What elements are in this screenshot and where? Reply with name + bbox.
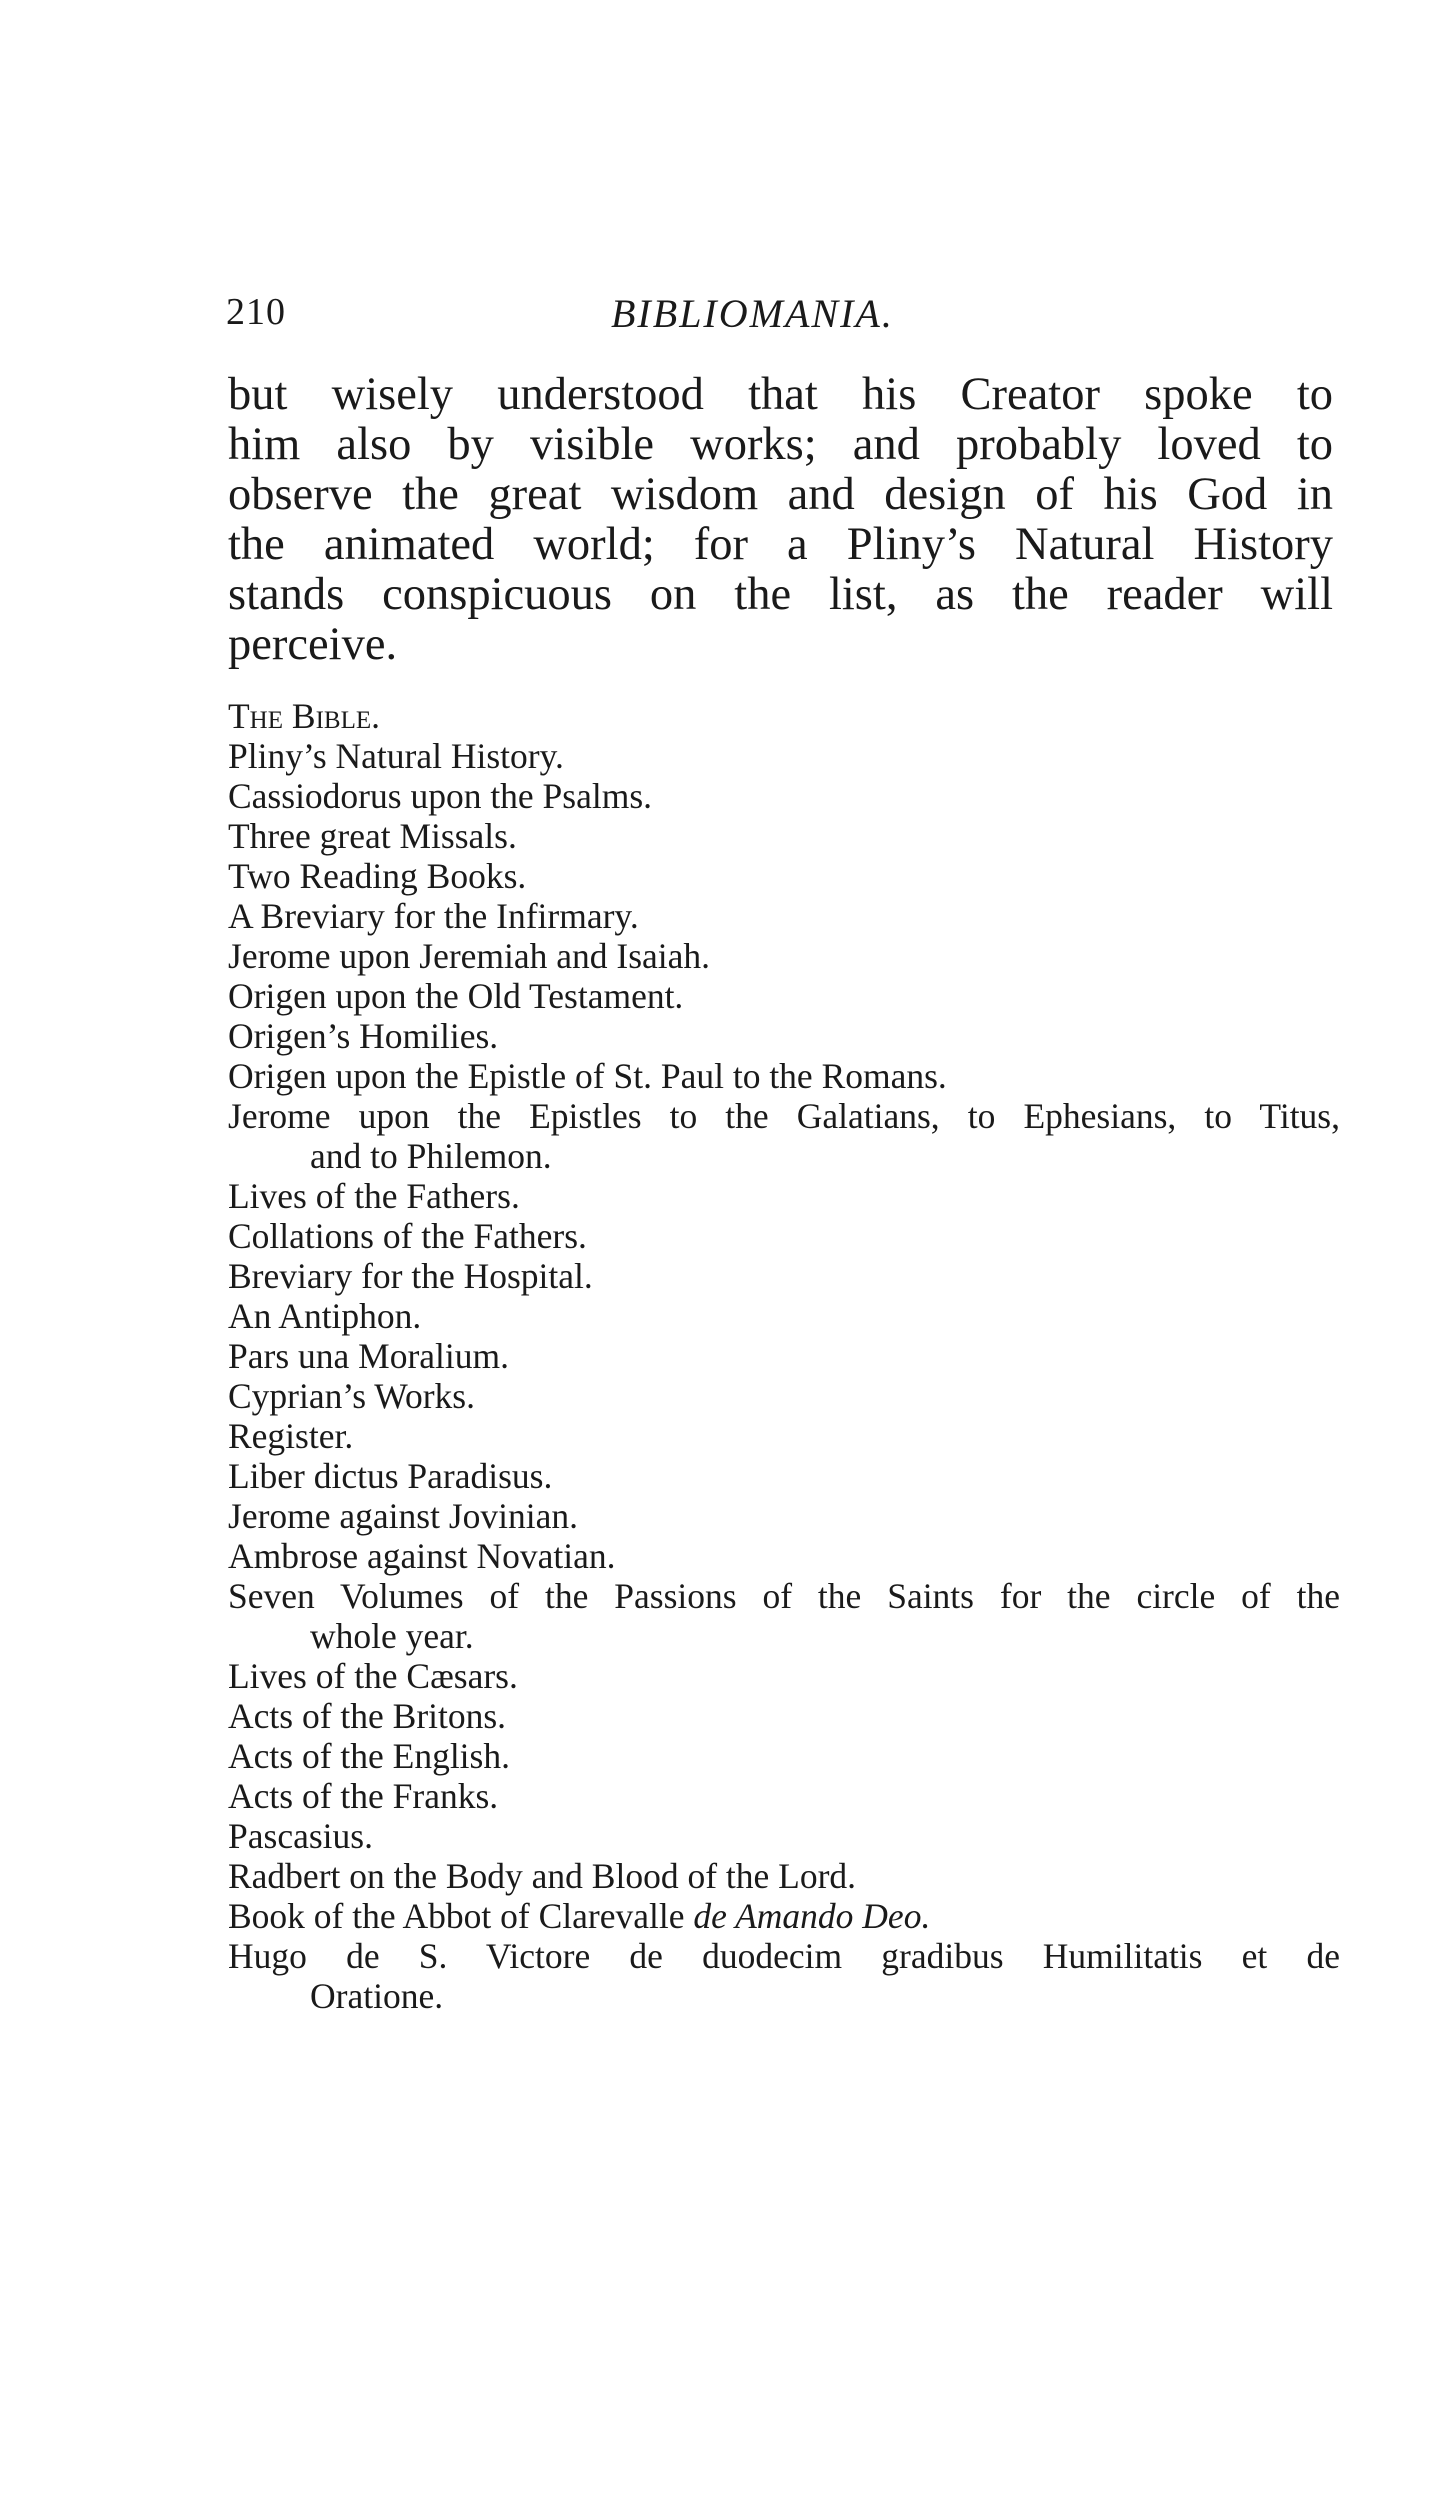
book-entry: Cyprian’s Works. xyxy=(228,1376,475,1416)
paragraph-line: stands conspicuous on the list, as the reader will xyxy=(228,569,1333,620)
running-title: BIBLIOMANIA. xyxy=(611,291,894,336)
book-entry: Liber dictus Paradisus. xyxy=(228,1456,553,1496)
book-entry: Origen upon the Epistle of St. Paul to the Romans. xyxy=(228,1056,947,1096)
book-entry: An Antiphon. xyxy=(228,1296,422,1336)
body-paragraph xyxy=(228,370,1333,670)
paragraph-line: the animated world; for a Pliny’s Natural History xyxy=(228,519,1333,570)
book-entry: Jerome upon Jeremiah and Isaiah. xyxy=(228,936,711,976)
paragraph-line: perceive. xyxy=(228,619,398,670)
book-entry: Register. xyxy=(228,1416,354,1456)
book-entry: Collations of the Fathers. xyxy=(228,1216,587,1256)
book-entry: Origen’s Homilies. xyxy=(228,1016,499,1056)
book-entry: Two Reading Books. xyxy=(228,856,527,896)
running-head xyxy=(226,290,1336,340)
book-entry: Three great Missals. xyxy=(228,816,517,856)
book-entry: Acts of the English. xyxy=(228,1736,510,1776)
book-entry: Breviary for the Hospital. xyxy=(228,1256,593,1296)
book-entry-italic-title: de Amando Deo. xyxy=(693,1896,931,1936)
paragraph-line: him also by visible works; and probably loved to xyxy=(228,419,1333,470)
book-entry: Pascasius. xyxy=(228,1816,373,1856)
book-entry: Origen upon the Old Testament. xyxy=(228,976,684,1016)
book-entry: Jerome against Jovinian. xyxy=(228,1496,578,1536)
book-entry-hugo: Hugo de S. Victore de duodecim gradibus Humilitatis et de xyxy=(228,1936,1340,1976)
book-entry-text: Book of the Abbot of Clarevalle xyxy=(228,1896,694,1936)
book-list xyxy=(228,696,1340,2016)
book-entry: Cassiodorus upon the Psalms. xyxy=(228,776,653,816)
paragraph-line: but wisely understood that his Creator spoke to xyxy=(228,369,1333,420)
book-entry: Lives of the Cæsars. xyxy=(228,1656,518,1696)
book-entry: Radbert on the Body and Blood of the Lord. xyxy=(228,1856,857,1896)
book-entry: Lives of the Fathers. xyxy=(228,1176,520,1216)
paragraph-line: observe the great wisdom and design of his God in xyxy=(228,469,1333,520)
page-number: 210 xyxy=(226,291,286,333)
book-entry: Acts of the Britons. xyxy=(228,1696,507,1736)
book-entry: Ambrose against Novatian. xyxy=(228,1536,616,1576)
book-entry: A Breviary for the Infirmary. xyxy=(228,896,639,936)
book-entry: Pars una Moralium. xyxy=(228,1336,510,1376)
book-entry-clarevalle xyxy=(228,1896,1340,1936)
book-entry-bible: The Bible. xyxy=(228,696,380,736)
book-entry-continuation: whole year. xyxy=(310,1616,474,1656)
book-entry: Pliny’s Natural History. xyxy=(228,736,564,776)
book-entry-jerome-epistles: Jerome upon the Epistles to the Galatians, to Ephesians, to Titus, xyxy=(228,1096,1340,1136)
book-entry-passions: Seven Volumes of the Passions of the Saints for the circle of the xyxy=(228,1576,1340,1616)
book-entry-continuation: Oratione. xyxy=(310,1976,444,2016)
book-entry: Acts of the Franks. xyxy=(228,1776,499,1816)
book-entry-continuation: and to Philemon. xyxy=(310,1136,552,1176)
